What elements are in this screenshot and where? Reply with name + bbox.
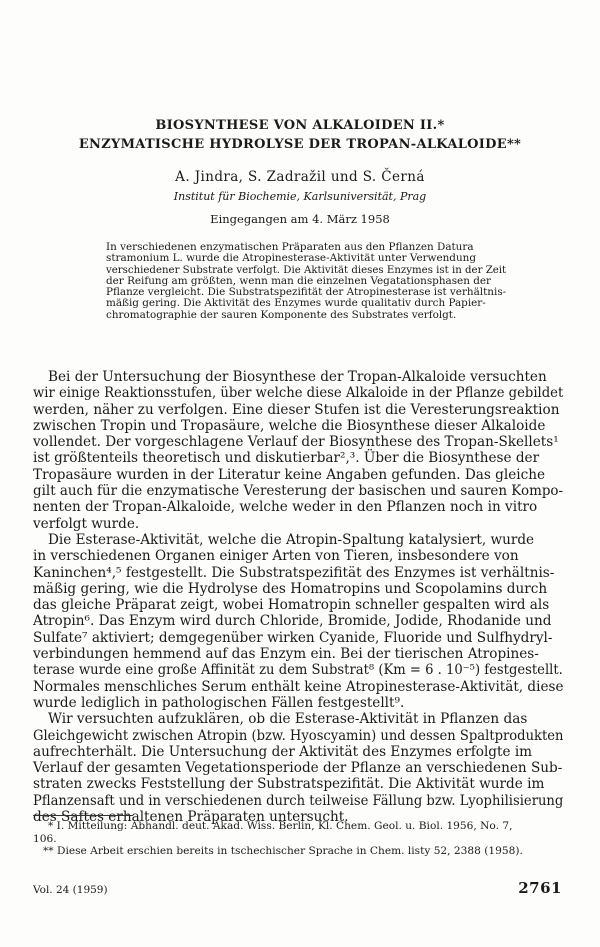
abstract-line: In verschiedenen enzymatischen Präparaten aus den Pflanzen Datura <box>106 241 474 253</box>
body-line: Gleichgewicht zwischen Atropin (bzw. Hyoscyamin) und dessen Spaltprodukten <box>33 727 564 744</box>
abstract-line: verschiedener Substrate verfolgt. Die Aktivität dieses Enzymes ist in der Zeit <box>106 263 507 276</box>
abstract-line: stramonium L. wurde die Atropinesterase-Aktivität unter Verwendung <box>106 252 476 265</box>
body-line: des Saftes erhaltenen Präparaten untersucht. <box>33 809 349 826</box>
body-line: zwischen Tropin und Tropasäure, welche die Biosynthese dieser Alkaloide <box>33 417 546 434</box>
institute: Institut für Biochemie, Karlsuniversität, Prag <box>173 190 427 203</box>
journal-volume: Vol. 24 (1959) <box>33 884 108 896</box>
author-list: A. Jindra, S. Zadražil und S. Černá <box>175 169 425 185</box>
body-line: gilt auch für die enzymatische Veresterung der basischen und sauren Kompo- <box>33 483 564 500</box>
footnote-line: ** Diese Arbeit erschien bereits in tschechischer Sprache in Chem. listy 52, 2388 (1958). <box>43 845 523 857</box>
body-line: terase wurde eine große Affinität zu dem Substrat⁸ (Km = 6 . 10⁻⁵) festgestellt. <box>33 662 563 679</box>
footnote-divider <box>33 815 133 816</box>
paper-title-line-1: BIOSYNTHESE VON ALKALOIDEN II.* <box>155 118 445 133</box>
body-line: ist größtenteils theoretisch und diskutierbar²,³. Über die Biosynthese der <box>33 450 540 467</box>
abstract <box>106 242 506 321</box>
abstract-line: Pflanze vergleicht. Die Substratspezifität der Atropinesterase ist verhältnis- <box>106 286 507 299</box>
body-line: verbindungen hemmend auf das Enzym ein. Bei der tierischen Atropines- <box>33 646 539 663</box>
body-line: das gleiche Präparat zeigt, wobei Homatropin schneller gespalten wird als <box>33 597 550 614</box>
body-line: Atropin⁶. Das Enzym wird durch Chloride, Bromide, Jodide, Rhodanide und <box>33 613 552 630</box>
body-line: Bei der Untersuchung der Biosynthese der Tropan-Alkaloide versuchten <box>48 369 547 385</box>
abstract-line: chromatographie der sauren Komponente des Substrates verfolgt. <box>106 308 457 321</box>
paper-title-line-2: ENZYMATISCHE HYDROLYSE DER TROPAN-ALKALOIDE** <box>78 137 522 152</box>
body-line: in verschiedenen Organen einiger Arten von Tieren, insbesondere von <box>33 548 519 565</box>
body-line: Sulfate⁷ aktiviert; demgegenüber wirken Cyanide, Fluoride und Sulfhydryl- <box>33 629 553 646</box>
body-line: vollendet. Der vorgeschlagene Verlauf der Biosynthese des Tropan-Skellets¹ <box>33 434 559 451</box>
footnote-line: 106. <box>33 832 57 845</box>
body-line: mäßig gering, wie die Hydrolyse des Homatropins und Scopolamins durch <box>33 580 548 597</box>
body-line: aufrechterhält. Die Untersuchung der Aktivität des Enzymes erfolgte im <box>33 743 533 760</box>
received-date: Eingegangen am 4. März 1958 <box>210 212 390 226</box>
body-text <box>33 369 563 825</box>
body-line: werden, näher zu verfolgen. Eine dieser Stufen ist die Veresterungsreaktion <box>33 401 560 418</box>
body-line: Normales menschliches Serum enthält keine Atropinesterase-Aktivität, diese <box>33 678 564 695</box>
body-line: Kaninchen⁴,⁵ festgestellt. Die Substratspezifität des Enzymes ist verhältnis- <box>33 564 555 581</box>
body-line: straten zwecks Feststellung der Substratspezifität. Die Aktivität wurde im <box>33 776 545 793</box>
body-line: wurde lediglich in pathologischen Fällen festgestellt⁹. <box>33 694 405 711</box>
body-line: verfolgt wurde. <box>33 515 140 532</box>
body-line: wir einige Reaktionsstufen, über welche diese Alkaloide in der Pflanze gebildet <box>33 385 564 402</box>
body-line: Verlauf der gesamten Vegetationsperiode der Pflanze an verschiedenen Sub- <box>33 760 563 777</box>
body-line: Tropasäure wurden in der Literatur keine Angaben gefunden. Das gleiche <box>33 466 546 483</box>
body-line: Wir versuchten aufzuklären, ob die Esterase-Aktivität in Pflanzen das <box>48 711 528 728</box>
body-line: nenten der Tropan-Alkaloide, welche weder in den Pflanzen noch in vitro <box>33 499 538 516</box>
body-line: Pflanzensaft und in verschiedenen durch teilweise Fällung bzw. Lyophilisierung <box>33 792 564 809</box>
body-line: Die Esterase-Aktivität, welche die Atropin-Spaltung katalysiert, wurde <box>48 531 535 548</box>
abstract-line: mäßig gering. Die Aktivität des Enzymes wurde qualitativ durch Papier- <box>106 297 486 310</box>
abstract-line: der Reifung am größten, wenn man die einzelnen Vegatationsphasen der <box>106 274 491 287</box>
page-number: 2761 <box>518 879 562 897</box>
footnotes <box>33 820 563 858</box>
footnote-line: * I. Mitteilung: Abhandl. deut. Akad. Wiss. Berlin, Kl. Chem. Geol. u. Biol. 1956, No. 7, <box>48 820 513 832</box>
